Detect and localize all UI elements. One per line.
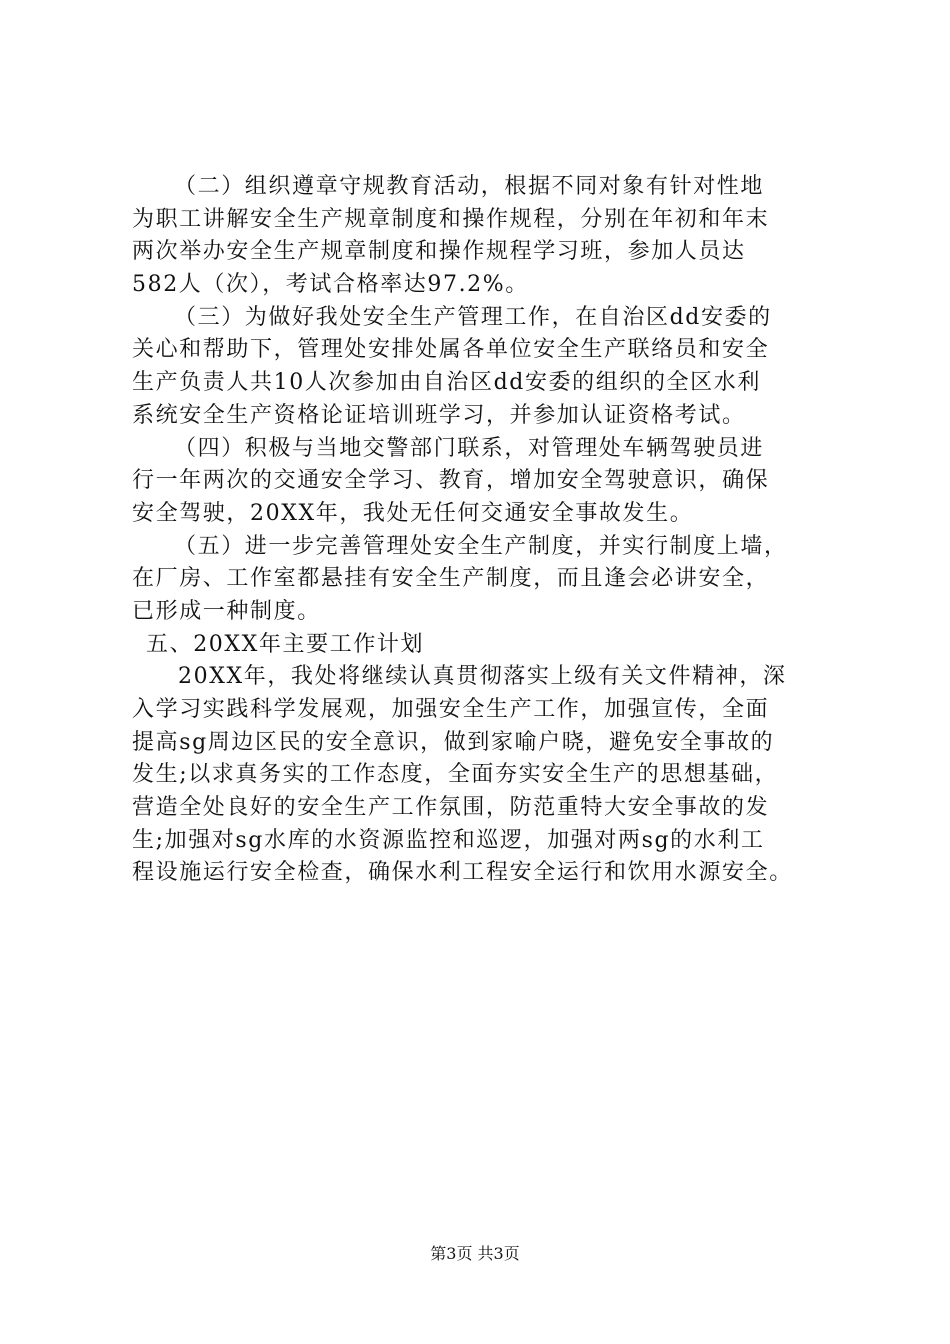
paragraph-line: 关心和帮助下，管理处安排处属各单位安全生产联络员和安全 (132, 337, 770, 363)
paragraph-line: （五）进一步完善管理处安全生产制度，并实行制度上墙， (174, 533, 788, 559)
paragraph-line: 20XX年，我处将继续认真贯彻落实上级有关文件精神，深 (178, 664, 787, 690)
paragraph-line: （三）为做好我处安全生产管理工作，在自治区dd安委的 (174, 304, 772, 330)
paragraph-line: 生;加强对sg水库的水资源监控和巡逻，加强对两sg的水利工 (132, 827, 765, 853)
paragraph-line: 安全驾驶，20XX年，我处无任何交通安全事故发生。 (132, 500, 694, 526)
paragraph-line: 行一年两次的交通安全学习、教育，增加安全驾驶意识，确保 (132, 468, 770, 494)
paragraph-line: 系统安全生产资格论证培训班学习，并参加认证资格考试。 (132, 402, 746, 428)
paragraph-line: 发生;以求真务实的工作态度，全面夯实安全生产的思想基础， (132, 762, 779, 788)
paragraph-line: 提高sg周边区民的安全意识，做到家喻户晓，避免安全事故的 (132, 729, 775, 755)
page-footer: 第3页 共3页 (430, 1244, 520, 1263)
paragraph-line: 程设施运行安全检查，确保水利工程安全运行和饮用水源安全。 (132, 860, 793, 886)
paragraph-line: 生产负责人共10人次参加由自治区dd安委的组织的全区水利 (132, 370, 761, 396)
paragraph-line: （四）积极与当地交警部门联系，对管理处车辆驾驶员进 (174, 435, 765, 461)
paragraph-line: 582人（次），考试合格率达97.2%。 (132, 272, 529, 298)
paragraph-line: 入学习实践科学发展观，加强安全生产工作，加强宣传，全面 (132, 697, 770, 722)
paragraph-line: 已形成一种制度。 (132, 598, 321, 624)
paragraph-line: 在厂房、工作室都悬挂有安全生产制度，而且逢会必讲安全， (132, 566, 770, 592)
section-heading: 五、20XX年主要工作计划 (146, 631, 425, 657)
paragraph-line: 为职工讲解安全生产规章制度和操作规程，分别在年初和年末 (132, 206, 770, 232)
paragraph-line: （二）组织遵章守规教育活动，根据不同对象有针对性地 (174, 174, 765, 199)
document-body (132, 171, 832, 890)
paragraph-line: 两次举办安全生产规章制度和操作规程学习班，参加人员达 (132, 239, 746, 265)
paragraph-line: 营造全处良好的安全生产工作氛围，防范重特大安全事故的发 (132, 795, 770, 821)
